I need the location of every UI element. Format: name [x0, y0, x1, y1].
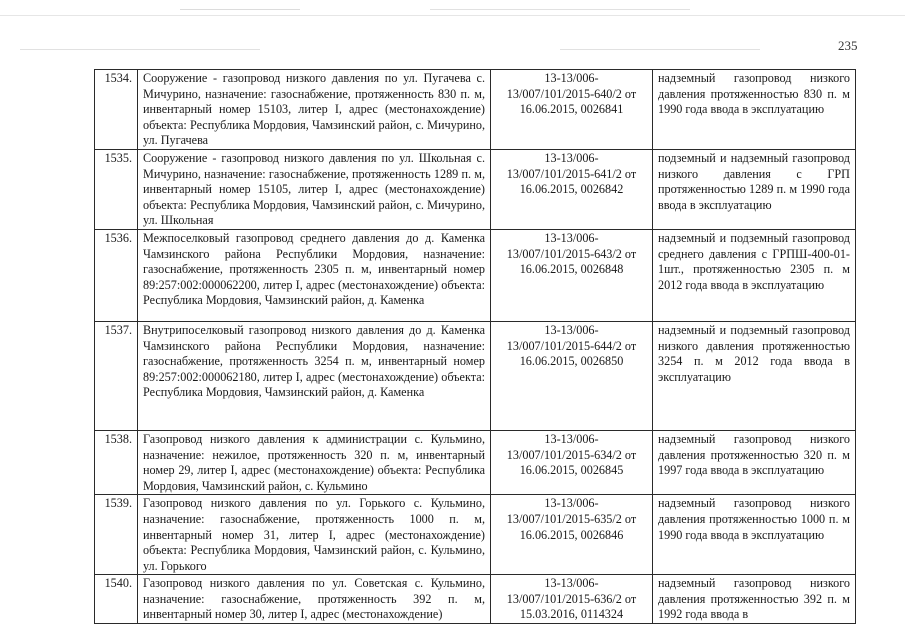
object-description: Сооружение - газопровод низкого давления по ул. Школьная с. Мичурино, назначение: газоснабжение, протяженность 1289 п. м, инвентарный номер 15105, литер I, адрес (местонахождение) объекта: Республика Мордовия, Чамзинский район, с. Мичурино, ул. Школьная [138, 149, 491, 229]
object-description: Газопровод низкого давления по ул. Советская с. Кульмино, назначение: газоснабжение, протяженность 392 п. м, инвентарный номер 30, литер I, адрес (местонахождение) [138, 575, 491, 624]
row-number: 1535. [95, 149, 138, 229]
object-description: Межпоселковый газопровод среднего давления до д. Каменка Чамзинского района Республики Мордовия, назначение: газоснабжение, протяженность 2305 п. м, инвентарный номер 89:257:002:000062200, литер I, адрес (местонахождение) объекта: Республика Мордовия, Чамзинский район, д. Каменка [138, 229, 491, 321]
registration-line: 15.03.2016, 0114324 [519, 607, 624, 622]
registration-line: 13/007/101/2015-634/2 от [506, 447, 637, 462]
table-row [95, 229, 856, 321]
registration-line: 16.06.2015, 0026848 [519, 262, 624, 277]
registration-line: 13-13/006- [544, 71, 599, 85]
row-number: 1540. [95, 575, 138, 624]
object-characteristics: надземный и подземный газопровод среднего давления с ГРПШ-400-01-1шт., протяженностью 2305 п. м 2012 года ввода в эксплуатацию [653, 229, 856, 321]
registration-line: 13-13/006- [544, 150, 599, 165]
registration-record [491, 495, 653, 575]
registration-line: 13/007/101/2015-635/2 от [506, 511, 637, 526]
registration-line: 13-13/006- [544, 431, 599, 446]
registration-record [491, 430, 653, 494]
table-row [95, 149, 856, 229]
object-characteristics: надземный и подземный газопровод низкого давления протяженностью 3254 п. м 2012 года ввода в эксплуатацию [653, 321, 856, 430]
scan-artifact-line [560, 49, 760, 50]
registration-line: 13/007/101/2015-641/2 от [506, 166, 637, 181]
scan-artifact-line [0, 15, 905, 16]
registration-record [491, 229, 653, 321]
object-characteristics: надземный газопровод низкого давления протяженностью 392 п. м 1992 года ввода в [653, 575, 856, 624]
registration-line: 16.06.2015, 0026841 [519, 102, 624, 117]
table-row [95, 321, 856, 430]
registration-line: 13/007/101/2015-643/2 от [506, 246, 637, 261]
object-characteristics: надземный газопровод низкого давления протяженностью 1000 п. м 1990 года ввода в эксплуатацию [653, 495, 856, 575]
table-row [95, 70, 856, 150]
registration-line: 16.06.2015, 0026842 [519, 182, 624, 197]
property-registry-table [94, 69, 856, 624]
object-description: Газопровод низкого давления к администрации с. Кульмино, назначение: нежилое, протяженность 320 п. м, инвентарный номер 29, литер I, адрес (местонахождение) объекта: Республика Мордовия, Чамзинский район, с. Кульмино [138, 430, 491, 494]
scan-artifact-line [20, 49, 260, 50]
table-row [95, 430, 856, 494]
registration-record [491, 70, 653, 150]
scan-artifact-line [430, 9, 690, 10]
registration-record [491, 321, 653, 430]
registration-record [491, 149, 653, 229]
registration-line: 13/007/101/2015-644/2 от [506, 338, 637, 353]
registration-line: 13-13/006- [544, 230, 599, 245]
object-description: Газопровод низкого давления по ул. Горького с. Кульмино, назначение: газоснабжение, протяженность 1000 п. м, инвентарный номер 31, литер I, адрес (местонахождение) объекта: Республика Мордовия, Чамзинский район, с. Кульмино, ул. Горького [138, 495, 491, 575]
page-number: 235 [838, 38, 858, 53]
table-row [95, 495, 856, 575]
row-number: 1537. [95, 321, 138, 430]
registration-line: 16.06.2015, 0026850 [519, 354, 624, 369]
row-number: 1539. [95, 495, 138, 575]
object-description: Сооружение - газопровод низкого давления по ул. Пугачева с. Мичурино, назначение: газоснабжение, протяженность 830 п. м, инвентарный номер 15103, литер I, адрес (местонахождение) объекта: Республика Мордовия, Чамзинский район, с. Мичурино, ул. Пугачева [138, 70, 491, 150]
object-characteristics: надземный газопровод низкого давления протяженностью 830 п. м 1990 года ввода в эксплуатацию [653, 70, 856, 150]
registration-record [491, 575, 653, 624]
registration-line: 13-13/006- [544, 576, 599, 591]
registration-line: 13/007/101/2015-636/2 от [506, 591, 637, 606]
row-number: 1538. [95, 430, 138, 494]
object-characteristics: подземный и надземный газопровод низкого давления с ГРП протяженностью 1289 п. м 1990 года ввода в эксплуатацию [653, 149, 856, 229]
registration-line: 13-13/006- [544, 322, 599, 337]
registration-line: 16.06.2015, 0026845 [519, 463, 624, 478]
row-number: 1534. [95, 70, 138, 150]
registration-line: 13-13/006- [544, 496, 599, 511]
registration-line: 16.06.2015, 0026846 [519, 527, 624, 542]
scan-artifact-line [180, 9, 300, 10]
registration-line: 13/007/101/2015-640/2 от [506, 86, 637, 101]
object-description: Внутрипоселковый газопровод низкого давления до д. Каменка Чамзинского района Республики Мордовия, назначение: газоснабжение, протяженность 3254 п. м, инвентарный номер 89:257:002:000062180, литер I, адрес (местонахождение) объекта: Республика Мордовия, Чамзинский район, д. Каменка [138, 321, 491, 430]
object-characteristics: надземный газопровод низкого давления протяженностью 320 п. м 1997 года ввода в эксплуатацию [653, 430, 856, 494]
row-number: 1536. [95, 229, 138, 321]
table-row [95, 575, 856, 624]
